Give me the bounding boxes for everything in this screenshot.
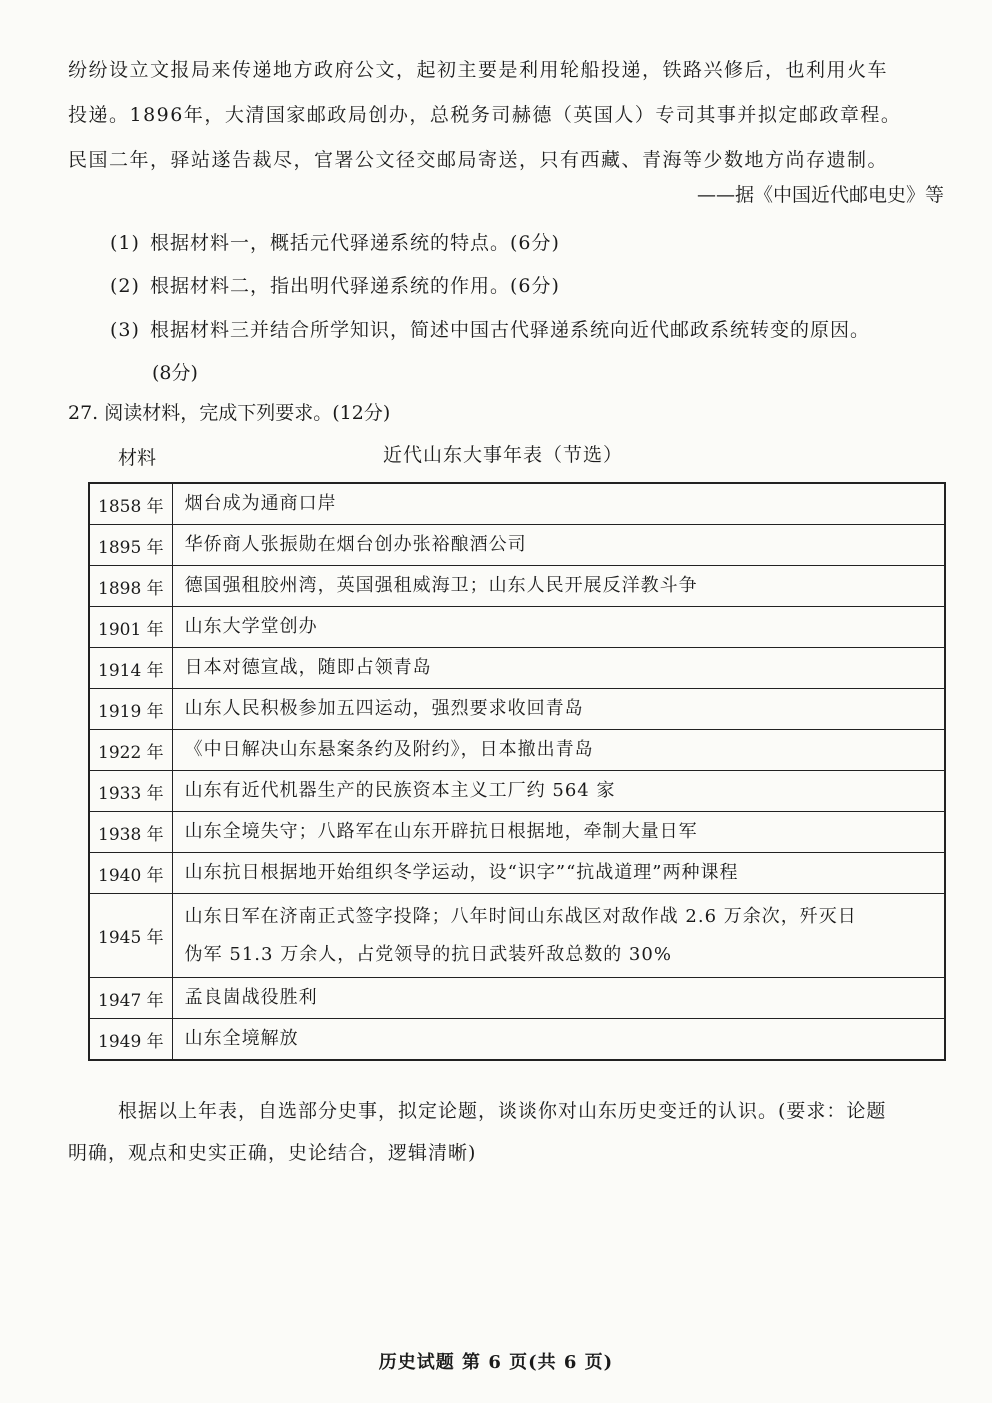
prompt-line: 明确，观点和史实正确，史论结合，逻辑清晰) <box>68 1142 477 1164</box>
year-cell: 1940 年 <box>89 853 172 894</box>
year-cell: 1914 年 <box>89 648 172 689</box>
year-cell: 1947 年 <box>89 978 172 1019</box>
table-row <box>89 689 945 730</box>
question-number: (1) <box>110 232 140 254</box>
table-row <box>89 853 945 894</box>
year-cell: 1901 年 <box>89 607 172 648</box>
event-cell: 德国强租胶州湾，英国强租威海卫；山东人民开展反洋教斗争 <box>172 566 945 607</box>
question-text: 根据材料一，概括元代驿递系统的特点。(6分) <box>150 232 560 254</box>
table-row <box>89 566 945 607</box>
event-cell: 《中日解决山东悬案条约及附约》，日本撤出青岛 <box>172 730 945 771</box>
year-cell: 1945 年 <box>89 894 172 978</box>
event-cell: 山东全境失守；八路军在山东开辟抗日根据地，牵制大量日军 <box>172 812 945 853</box>
events-table <box>88 482 946 1061</box>
event-cell: 山东有近代机器生产的民族资本主义工厂约 564 家 <box>172 771 945 812</box>
table-row <box>89 812 945 853</box>
question-27-heading: 27. 阅读材料，完成下列要求。(12分) <box>68 402 391 424</box>
prompt-line: 根据以上年表，自选部分史事，拟定论题，谈谈你对山东历史变迁的认识。(要求：论题 <box>118 1100 887 1122</box>
event-cell: 山东抗日根据地开始组织冬学运动，设“识字”“抗战道理”两种课程 <box>172 853 945 894</box>
question-text: 根据材料三并结合所学知识，简述中国古代驿递系统向近代邮政系统转变的原因。 <box>150 319 871 341</box>
year-cell: 1933 年 <box>89 771 172 812</box>
question-3-score: (8分) <box>152 362 198 384</box>
source-citation: ——据《中国近代邮电史》等 <box>696 184 944 206</box>
year-cell: 1949 年 <box>89 1019 172 1061</box>
question-number: (2) <box>110 275 140 297</box>
question-27-prompt <box>68 1090 948 1174</box>
event-line: 伪军 51.3 万余人，占党领导的抗日武装歼敌总数的 30% <box>184 943 672 965</box>
question-2 <box>110 271 560 298</box>
paragraph-line: 民国二年，驿站遂告裁尽，官署公文径交邮局寄送，只有西藏、青海等少数地方尚存遗制。 <box>68 149 889 171</box>
year-cell: 1898 年 <box>89 566 172 607</box>
event-cell <box>172 894 945 978</box>
year-cell: 1858 年 <box>89 483 172 525</box>
event-cell: 山东人民积极参加五四运动，强烈要求收回青岛 <box>172 689 945 730</box>
question-1 <box>110 228 560 255</box>
paragraph-line: 纷纷设立文报局来传递地方政府公文，起初主要是利用轮船投递，铁路兴修后，也利用火车 <box>68 59 889 81</box>
table-row <box>89 525 945 566</box>
material-label: 材料 <box>118 447 157 469</box>
year-cell: 1919 年 <box>89 689 172 730</box>
question-number: (3) <box>110 319 140 341</box>
table-row <box>89 648 945 689</box>
page-footer: 历史试题 第 6 页(共 6 页) <box>378 1352 614 1373</box>
event-line: 山东日军在济南正式签字投降；八年时间山东战区对敌作战 2.6 万余次，歼灭日 <box>184 905 857 927</box>
event-cell: 孟良崮战役胜利 <box>172 978 945 1019</box>
question-3 <box>110 315 870 342</box>
table-row <box>89 1019 945 1061</box>
table-row <box>89 483 945 525</box>
year-cell: 1922 年 <box>89 730 172 771</box>
event-cell: 山东大学堂创办 <box>172 607 945 648</box>
table-row <box>89 607 945 648</box>
table-row <box>89 894 945 978</box>
question-text: 根据材料二，指出明代驿递系统的作用。(6分) <box>150 275 560 297</box>
year-cell: 1938 年 <box>89 812 172 853</box>
event-cell: 烟台成为通商口岸 <box>172 483 945 525</box>
material-three-paragraph <box>68 48 948 183</box>
event-cell: 华侨商人张振勋在烟台创办张裕酿酒公司 <box>172 525 945 566</box>
table-row <box>89 771 945 812</box>
table-title: 近代山东大事年表（节选） <box>383 444 624 466</box>
year-cell: 1895 年 <box>89 525 172 566</box>
table-row <box>89 978 945 1019</box>
table-row <box>89 730 945 771</box>
paragraph-line: 投递。1896年，大清国家邮政局创办，总税务司赫德（英国人）专司其事并拟定邮政章程。 <box>68 104 902 126</box>
event-cell: 日本对德宣战，随即占领青岛 <box>172 648 945 689</box>
event-cell: 山东全境解放 <box>172 1019 945 1061</box>
